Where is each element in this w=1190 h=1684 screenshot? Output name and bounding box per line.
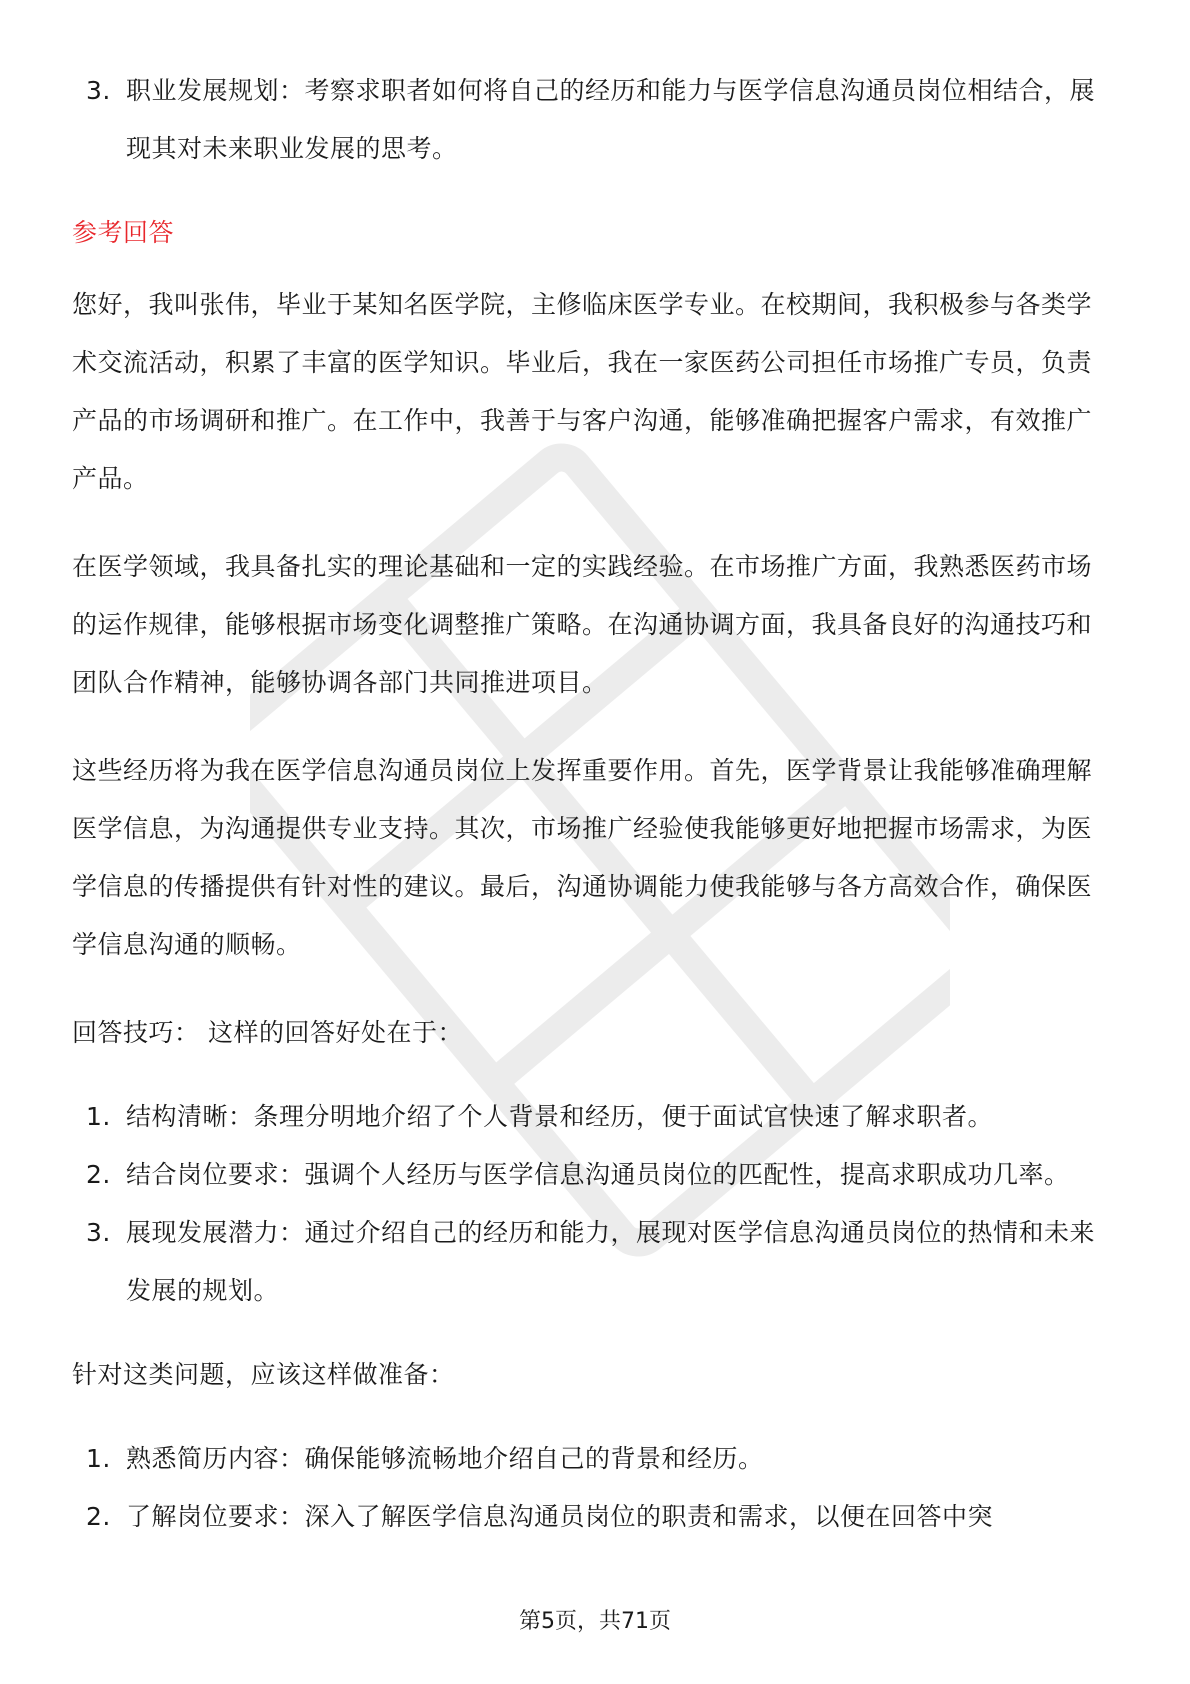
list-number: 2. [86,1160,111,1189]
answer-paragraph: 您好，我叫张伟，毕业于某知名医学院，主修临床医学专业。在校期间，我积极参与各类学术交流活动，积累了丰富的医学知识。毕业后，我在一家医药公司担任市场推广专员，负责产品的市场调研和推广。在工作中，我善于与客户沟通，能够准确把握客户需求，有效推广产品。 [72,290,1093,493]
list-item-text: 熟悉简历内容：确保能够流畅地介绍自己的背景和经历。 [126,1444,764,1473]
list-item-text: 展现发展潜力：通过介绍自己的经历和能力，展现对医学信息沟通员岗位的热情和未来发展的规划。 [126,1218,1096,1305]
list-number: 3. [86,76,111,105]
list-number: 1. [86,1444,111,1473]
document-body [72,62,1117,1546]
list-number: 3. [86,1218,111,1247]
list-item [72,1430,1117,1488]
list-item [72,62,1117,178]
list-number: 1. [86,1102,111,1131]
intro-list [72,62,1117,178]
prep-label: 针对这类问题，应该这样做准备： [72,1360,455,1389]
list-item [72,1146,1117,1204]
list-number: 2. [86,1502,111,1531]
section-heading: 参考回答 [72,218,175,247]
list-item-text: 职业发展规划：考察求职者如何将自己的经历和能力与医学信息沟通员岗位相结合，展现其对未来职业发展的思考。 [126,76,1096,163]
answer-paragraph: 这些经历将为我在医学信息沟通员岗位上发挥重要作用。首先，医学背景让我能够准确理解医学信息，为沟通提供专业支持。其次，市场推广经验使我能够更好地把握市场需求，为医学信息的传播提供有针对性的建议。最后，沟通协调能力使我能够与各方高效合作，确保医学信息沟通的顺畅。 [72,756,1093,959]
list-item-text: 结合岗位要求：强调个人经历与医学信息沟通员岗位的匹配性，提高求职成功几率。 [126,1160,1070,1189]
list-item [72,1088,1117,1146]
prep-list [72,1430,1117,1546]
list-item [72,1488,1117,1546]
answer-paragraph: 在医学领域，我具备扎实的理论基础和一定的实践经验。在市场推广方面，我熟悉医药市场的运作规律，能够根据市场变化调整推广策略。在沟通协调方面，我具备良好的沟通技巧和团队合作精神，能够协调各部门共同推进项目。 [72,552,1093,697]
list-item-text: 结构清晰：条理分明地介绍了个人背景和经历，便于面试官快速了解求职者。 [126,1102,994,1131]
list-item [72,1204,1117,1320]
tips-list [72,1088,1117,1320]
tips-label: 回答技巧： 这样的回答好处在于： [72,1018,463,1047]
page-number-footer: 第5页，共71页 [519,1609,671,1634]
list-item-text: 了解岗位要求：深入了解医学信息沟通员岗位的职责和需求，以便在回答中突 [126,1502,994,1531]
